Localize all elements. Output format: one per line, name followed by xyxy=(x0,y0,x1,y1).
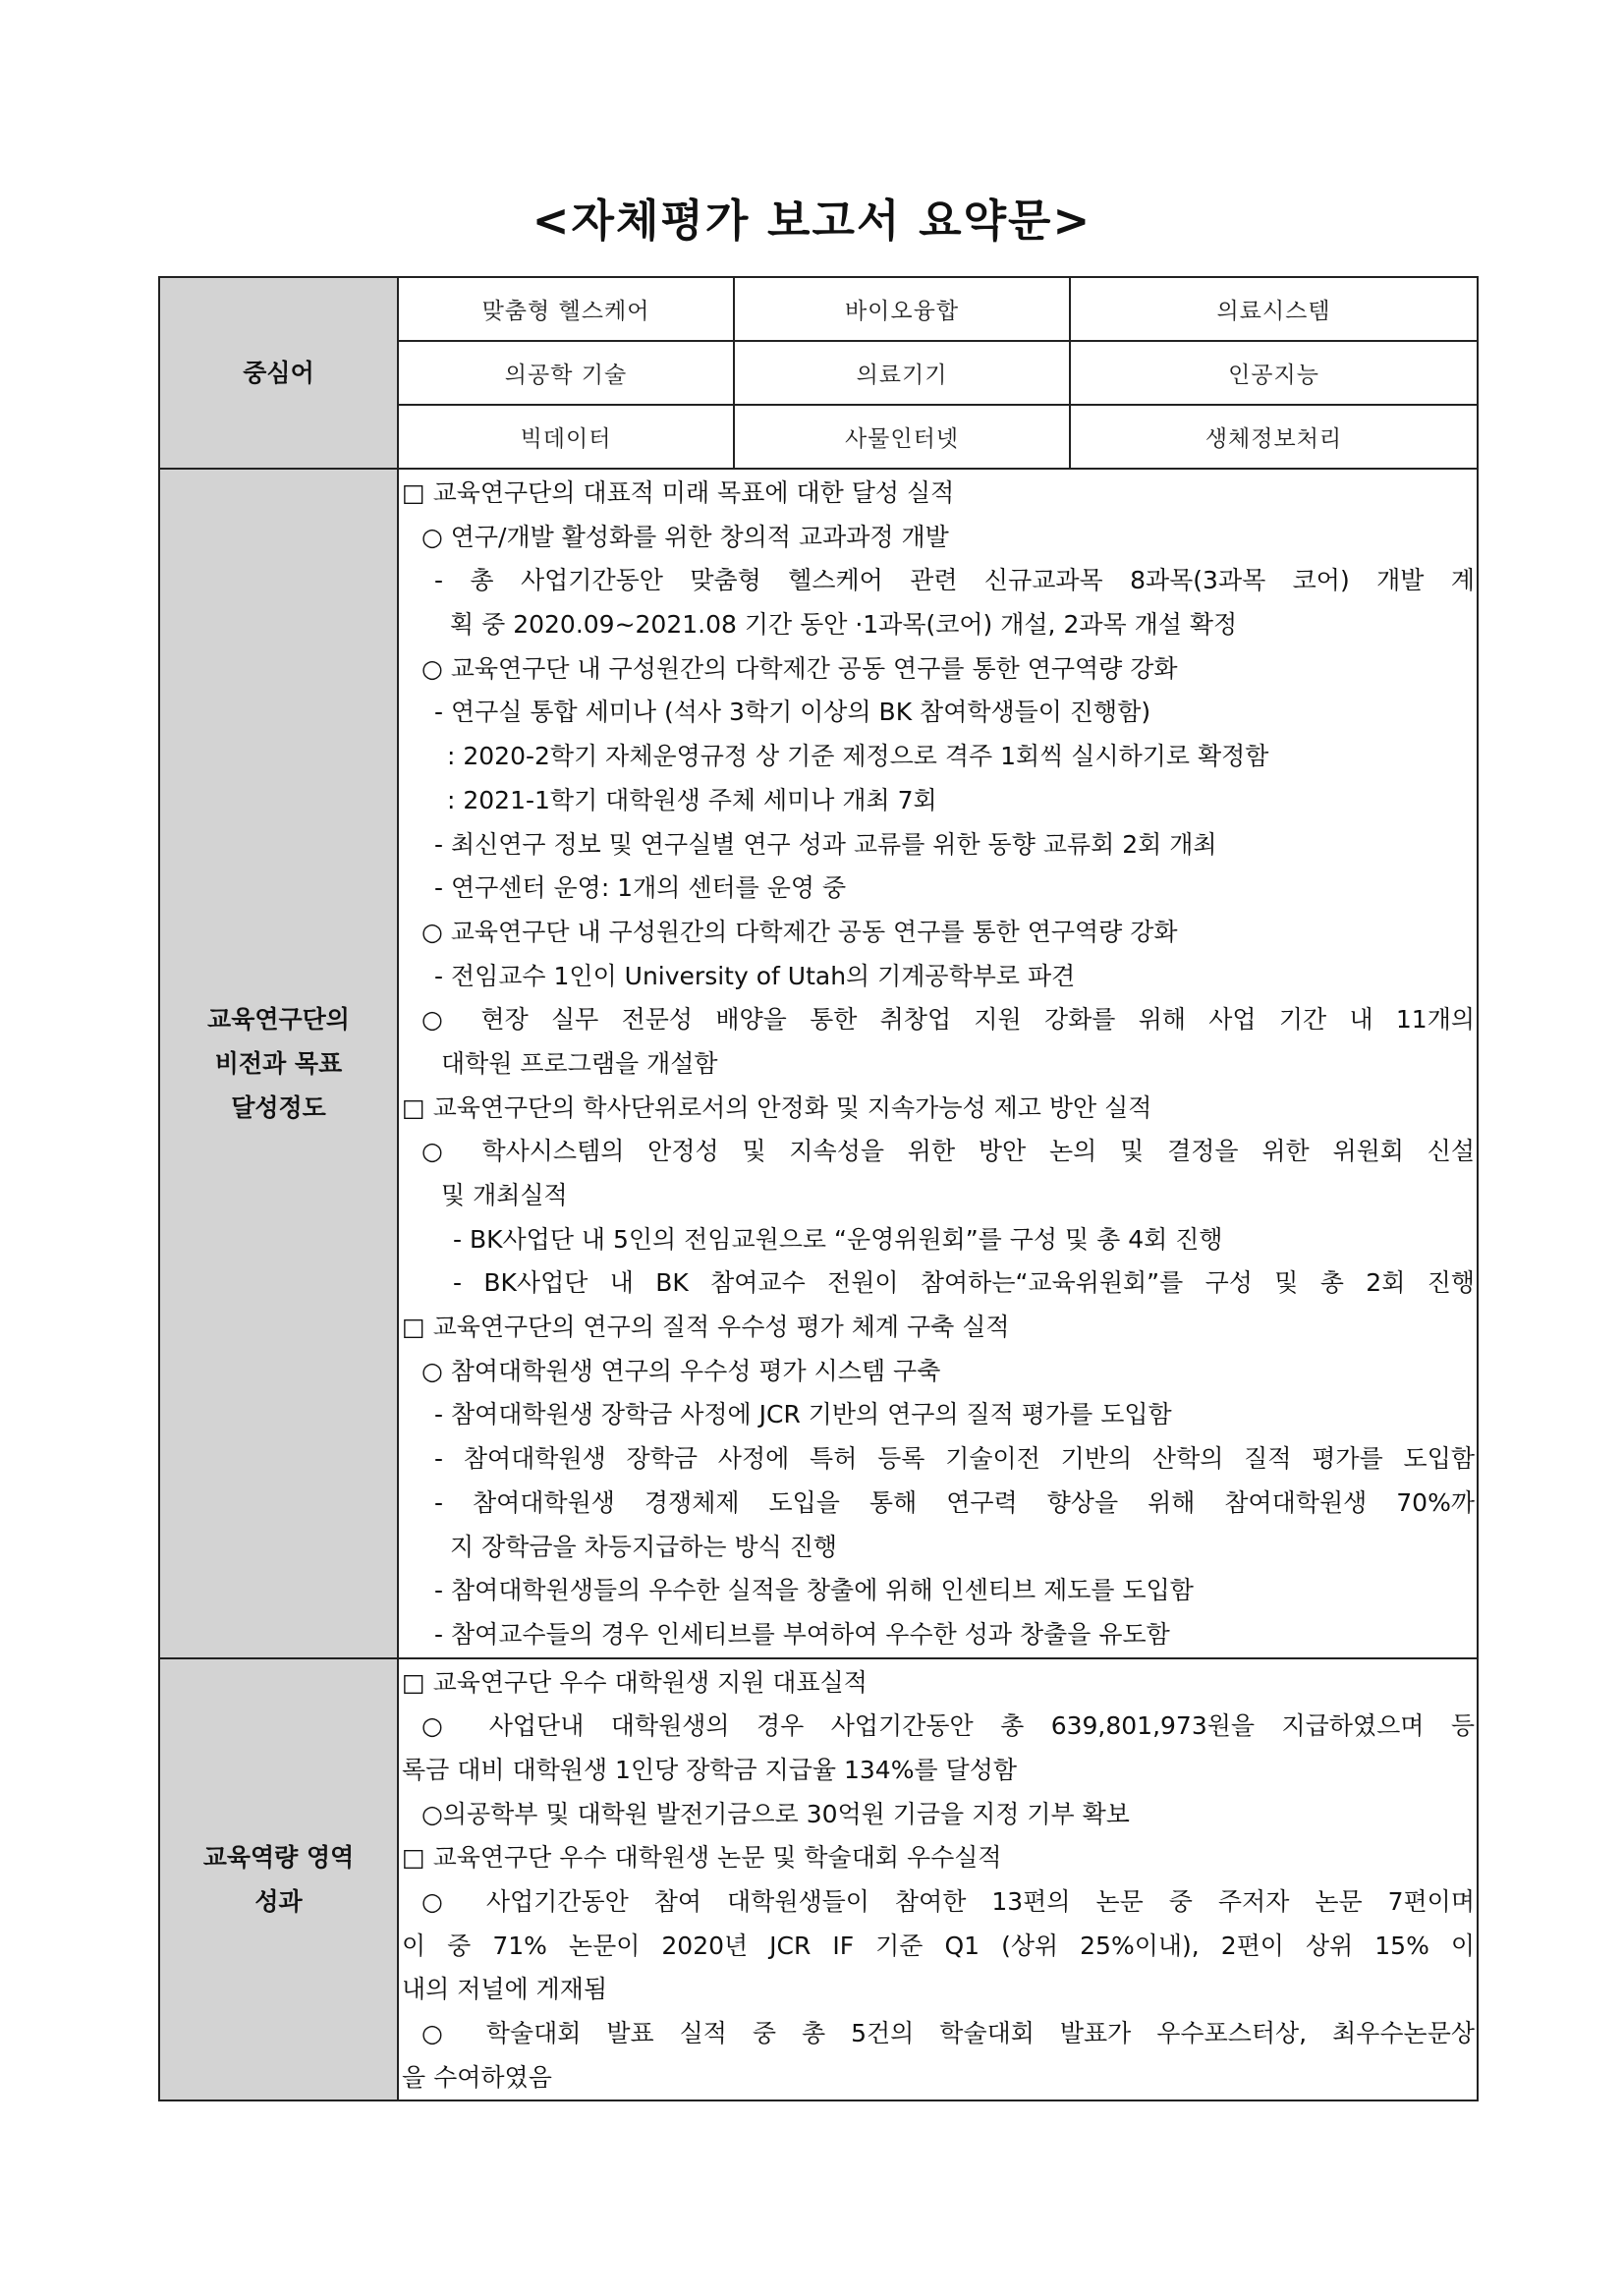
circle-item: ○ 현장 실무 전문성 배양을 통한 취창업 지원 강화를 위해 사업 기간 내 11개의 xyxy=(421,1005,1475,1035)
dash-item: - BK사업단 내 BK 참여교수 전원이 참여하는“교육위원회”를 구성 및 총 2회 진행 xyxy=(453,1268,1475,1298)
circle-item: ○의공학부 및 대학원 발전기금으로 30억원 기금을 지정 기부 확보 xyxy=(421,1799,1130,1828)
keyword-cell: 의료시스템 xyxy=(1070,277,1478,341)
competency-section xyxy=(159,1658,1478,2101)
dash-item: - 참여교수들의 경우 인세티브를 부여하여 우수한 성과 창출을 유도함 xyxy=(434,1619,1170,1649)
circle-item-continuation: 및 개최실적 xyxy=(441,1181,568,1209)
dash-item-continuation: 지 장학금을 차등지급하는 방식 진행 xyxy=(450,1532,838,1561)
competency-label-line: 성과 xyxy=(254,1887,303,1916)
dash-item: - 참여대학원생 장학금 사정에 JCR 기반의 연구의 질적 평가를 도입함 xyxy=(434,1400,1172,1429)
keyword-cell: 인공지능 xyxy=(1070,341,1478,405)
dash-item-continuation: 획 중 2020.09~2021.08 기간 동안 ·1과목(코어) 개설, 2과목 개설 확정 xyxy=(450,610,1238,640)
keyword-row xyxy=(159,277,1478,341)
section-heading: □ 교육연구단의 연구의 질적 우수성 평가 체계 구축 실적 xyxy=(402,1313,1010,1342)
section-heading: □ 교육연구단 우수 대학원생 논문 및 학술대회 우수실적 xyxy=(402,1843,1002,1873)
circle-item: ○ 사업단내 대학원생의 경우 사업기간동안 총 639,801,973원을 지급하였으며 등 xyxy=(421,1711,1475,1741)
dash-item: - 총 사업기간동안 맞춤형 헬스케어 관련 신규교과목 8과목(3과목 코어) 개발 계 xyxy=(434,566,1475,595)
circle-item-continuation: 대학원 프로그램을 개설함 xyxy=(441,1048,718,1078)
vision-content xyxy=(398,469,1478,1658)
page-title: <자체평가 보고서 요약문> xyxy=(532,195,1092,247)
section-heading: □ 교육연구단의 학사단위로서의 안정화 및 지속가능성 제고 방안 실적 xyxy=(402,1092,1152,1122)
keyword-cell: 의공학 기술 xyxy=(398,341,734,405)
detail-item: : 2020-2학기 자체운영규정 상 기준 제정으로 격주 1회씩 실시하기로 확정함 xyxy=(447,742,1269,771)
vision-label xyxy=(159,469,398,1658)
dash-item: - 연구실 통합 세미나 (석사 3학기 이상의 BK 참여학생들이 진행함) xyxy=(434,698,1151,727)
circle-item: ○ 연구/개발 활성화를 위한 창의적 교과과정 개발 xyxy=(421,522,949,551)
circle-item: ○ 학술대회 발표 실적 중 총 5건의 학술대회 발표가 우수포스터상, 최우수논문상 xyxy=(421,2019,1475,2048)
vision-label-line: 달성정도 xyxy=(231,1092,326,1122)
dash-item: - 전임교수 1인이 University of Utah의 기계공학부로 파견 xyxy=(434,961,1076,990)
circle-item: ○ 참여대학원생 연구의 우수성 평가 시스템 구축 xyxy=(421,1356,941,1385)
summary-table xyxy=(158,276,1479,2101)
circle-item: ○ 교육연구단 내 구성원간의 다학제간 공동 연구를 통한 연구역량 강화 xyxy=(421,653,1178,683)
dash-item: - 참여대학원생 경쟁체제 도입을 통해 연구력 향상을 위해 참여대학원생 70%까 xyxy=(434,1487,1475,1517)
dash-item: - 최신연구 정보 및 연구실별 연구 성과 교류를 위한 동향 교류회 2회 개최 xyxy=(434,829,1217,859)
detail-item: : 2021-1학기 대학원생 주체 세미나 개최 7회 xyxy=(447,785,937,814)
vision-section xyxy=(159,469,1478,1658)
competency-label-line: 교육역량 영역 xyxy=(202,1843,355,1872)
circle-item-continuation: 록금 대비 대학원생 1인당 장학금 지급율 134%를 달성함 xyxy=(402,1755,1018,1784)
dash-item: - 참여대학원생 장학금 사정에 특허 등록 기술이전 기반의 산학의 질적 평가를 도입함 xyxy=(434,1444,1475,1474)
keyword-cell: 생체정보처리 xyxy=(1070,405,1478,469)
keyword-cell: 바이오융합 xyxy=(734,277,1070,341)
dash-item: - 참여대학원생들의 우수한 실적을 창출에 위해 인센티브 제도를 도입함 xyxy=(434,1576,1194,1605)
competency-label xyxy=(159,1658,398,2101)
keyword-cell: 맞춤형 헬스케어 xyxy=(398,277,734,341)
keyword-cell: 의료기기 xyxy=(734,341,1070,405)
section-heading: □ 교육연구단 우수 대학원생 지원 대표실적 xyxy=(402,1667,868,1697)
circle-item-continuation: 내의 저널에 게재됨 xyxy=(402,1975,608,2004)
keywords-label: 중심어 xyxy=(159,277,398,469)
section-heading: □ 교육연구단의 대표적 미래 목표에 대한 달성 실적 xyxy=(402,478,955,507)
circle-item: ○ 사업기간동안 참여 대학원생들이 참여한 13편의 논문 중 주저자 논문 7편이며 xyxy=(421,1887,1475,1916)
vision-label-line: 교육연구단의 xyxy=(207,1004,350,1034)
circle-item: ○ 학사시스템의 안정성 및 지속성을 위한 방안 논의 및 결정을 위한 위원회 신설 xyxy=(421,1137,1475,1166)
keyword-cell: 사물인터넷 xyxy=(734,405,1070,469)
keyword-cell: 빅데이터 xyxy=(398,405,734,469)
circle-item-continuation: 이 중 71% 논문이 2020년 JCR IF 기준 Q1 (상위 25%이내), 2편이 상위 15% 이 xyxy=(402,1931,1475,1960)
competency-content xyxy=(398,1658,1478,2101)
vision-label-line: 비전과 목표 xyxy=(214,1048,343,1078)
dash-item: - 연구센터 운영: 1개의 센터를 운영 중 xyxy=(434,873,847,903)
dash-item: - BK사업단 내 5인의 전임교원으로 “운영위원회”를 구성 및 총 4회 진행 xyxy=(453,1224,1223,1254)
circle-item: ○ 교육연구단 내 구성원간의 다학제간 공동 연구를 통한 연구역량 강화 xyxy=(421,917,1178,946)
circle-item-continuation: 을 수여하였음 xyxy=(402,2062,552,2092)
